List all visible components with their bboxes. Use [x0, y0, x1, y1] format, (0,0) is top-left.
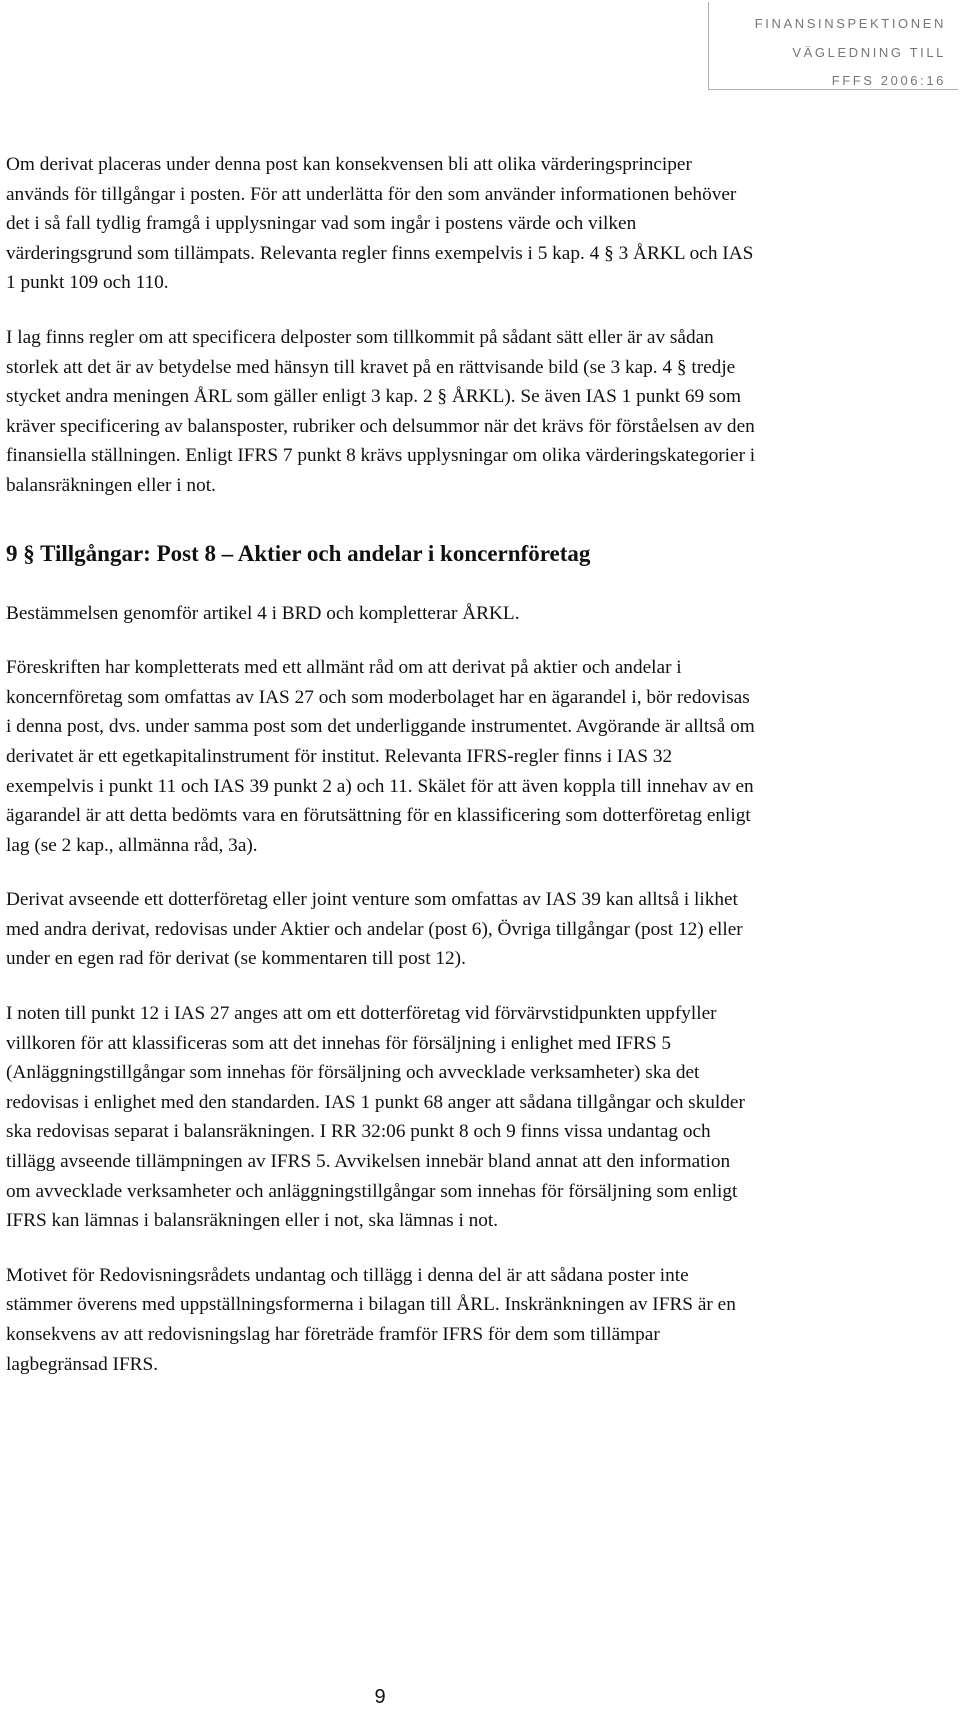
header-subtitle: VÄGLEDNING TILL — [792, 45, 946, 60]
document-header — [708, 2, 958, 90]
paragraph-foreskriften: Föreskriften har kompletterats med ett allmänt råd om att derivat på aktier och andelar i koncernföretag som omfattas av IAS 27 och som moderbolaget har en ägarandel i, bör redovisas i denna post, dvs. under samma post som det underliggande instrumentet. Avgörande är alltså om derivatet är ett egetkapitalinstrument för institut. Relevanta IFRS-regler finns i IAS 32 exempelvis i punkt 11 och IAS 39 punkt 2 a) och 11. Skälet för att även koppla till innehav av en ägarandel är att detta bedömts vara en förutsättning för en klassificering som dotterföretag enligt lag (se 2 kap., allmänna råd, 3a). — [6, 657, 755, 856]
paragraph-ias27-noten: I noten till punkt 12 i IAS 27 anges att om ett dotterföretag vid förvärvstidpunkten uppfyller villkoren för att klassificeras som att det innehas för försäljning i enlighet med IFRS 5 (Anläggningstillgångar som innehas för försäljning och avvecklade verksamheter) ska det redovisas i enlighet med den standarden. IAS 1 punkt 68 anger att sådana tillgångar och skulder ska redovisas separat i balansräkningen. I RR 32:06 punkt 8 och 9 finns vissa undantag och tillägg avseende tillämpningen av IFRS 5. Avvikelsen innebär bland annat att den information om avvecklade verksamheter och anläggningstillgångar som innehas för försäljning som enligt IFRS kan lämnas i balansräkningen eller i not, ska lämnas i not. — [6, 1003, 745, 1232]
page-number: 9 — [374, 1686, 386, 1708]
header-organization: FINANSINSPEKTIONEN — [754, 16, 946, 31]
section-heading: 9 § Tillgångar: Post 8 – Aktier och andelar i koncernföretag — [6, 540, 591, 566]
paragraph-delposter: I lag finns regler om att specificera delposter som tillkommit på sådant sätt eller är av sådan storlek att det är av betydelse med hänsyn till kravet på en rättvisande bild (se 3 kap. 4 § tredje stycket andra meningen ÅRL som gäller enligt 3 kap. 2 § ÅRKL). Se även IAS 1 punkt 69 som kräver specificering av balansposter, rubriker och delsummor när det krävs för förståelsen av den finansiella ställningen. Enligt IFRS 7 punkt 8 krävs upplysningar om olika värderingskategorier i balansräkningen eller i not. — [6, 326, 756, 496]
paragraph-bestammelsen: Bestämmelsen genomför artikel 4 i BRD och kompletterar ÅRKL. — [6, 602, 520, 624]
paragraph-derivat-placering: Om derivat placeras under denna post kan konsekvensen bli att olika värderingsprinciper används för tillgångar i posten. För att underlätta för den som använder informationen behöver det i så fall tydlig framgå i upplysningar vad som ingår i postens värde och vilken värderingsgrund som tillämpats. Relevanta regler finns exempelvis i 5 kap. 4 § 3 ÅRKL och IAS 1 punkt 109 och 110. — [6, 154, 754, 294]
paragraph-derivat-dotterforetag: Derivat avseende ett dotterföretag eller joint venture som omfattas av IAS 39 kan alltså i likhet med andra derivat, redovisas under Aktier och andelar (post 6), Övriga tillgångar (post 12) eller under en egen rad för derivat (se kommentaren till post 12). — [6, 889, 743, 970]
paragraph-motivet: Motivet för Redovisningsrådets undantag och tillägg i denna del är att sådana poster inte stämmer överens med uppställningsformerna i bilagan till ÅRL. Inskränkningen av IFRS är en konsekvens av att redovisningslag har företräde framför IFRS för dem som tillämpar lagbegränsad IFRS. — [6, 1264, 736, 1375]
header-regulation-code: FFFS 2006:16 — [831, 73, 946, 88]
document-body — [6, 150, 758, 1404]
